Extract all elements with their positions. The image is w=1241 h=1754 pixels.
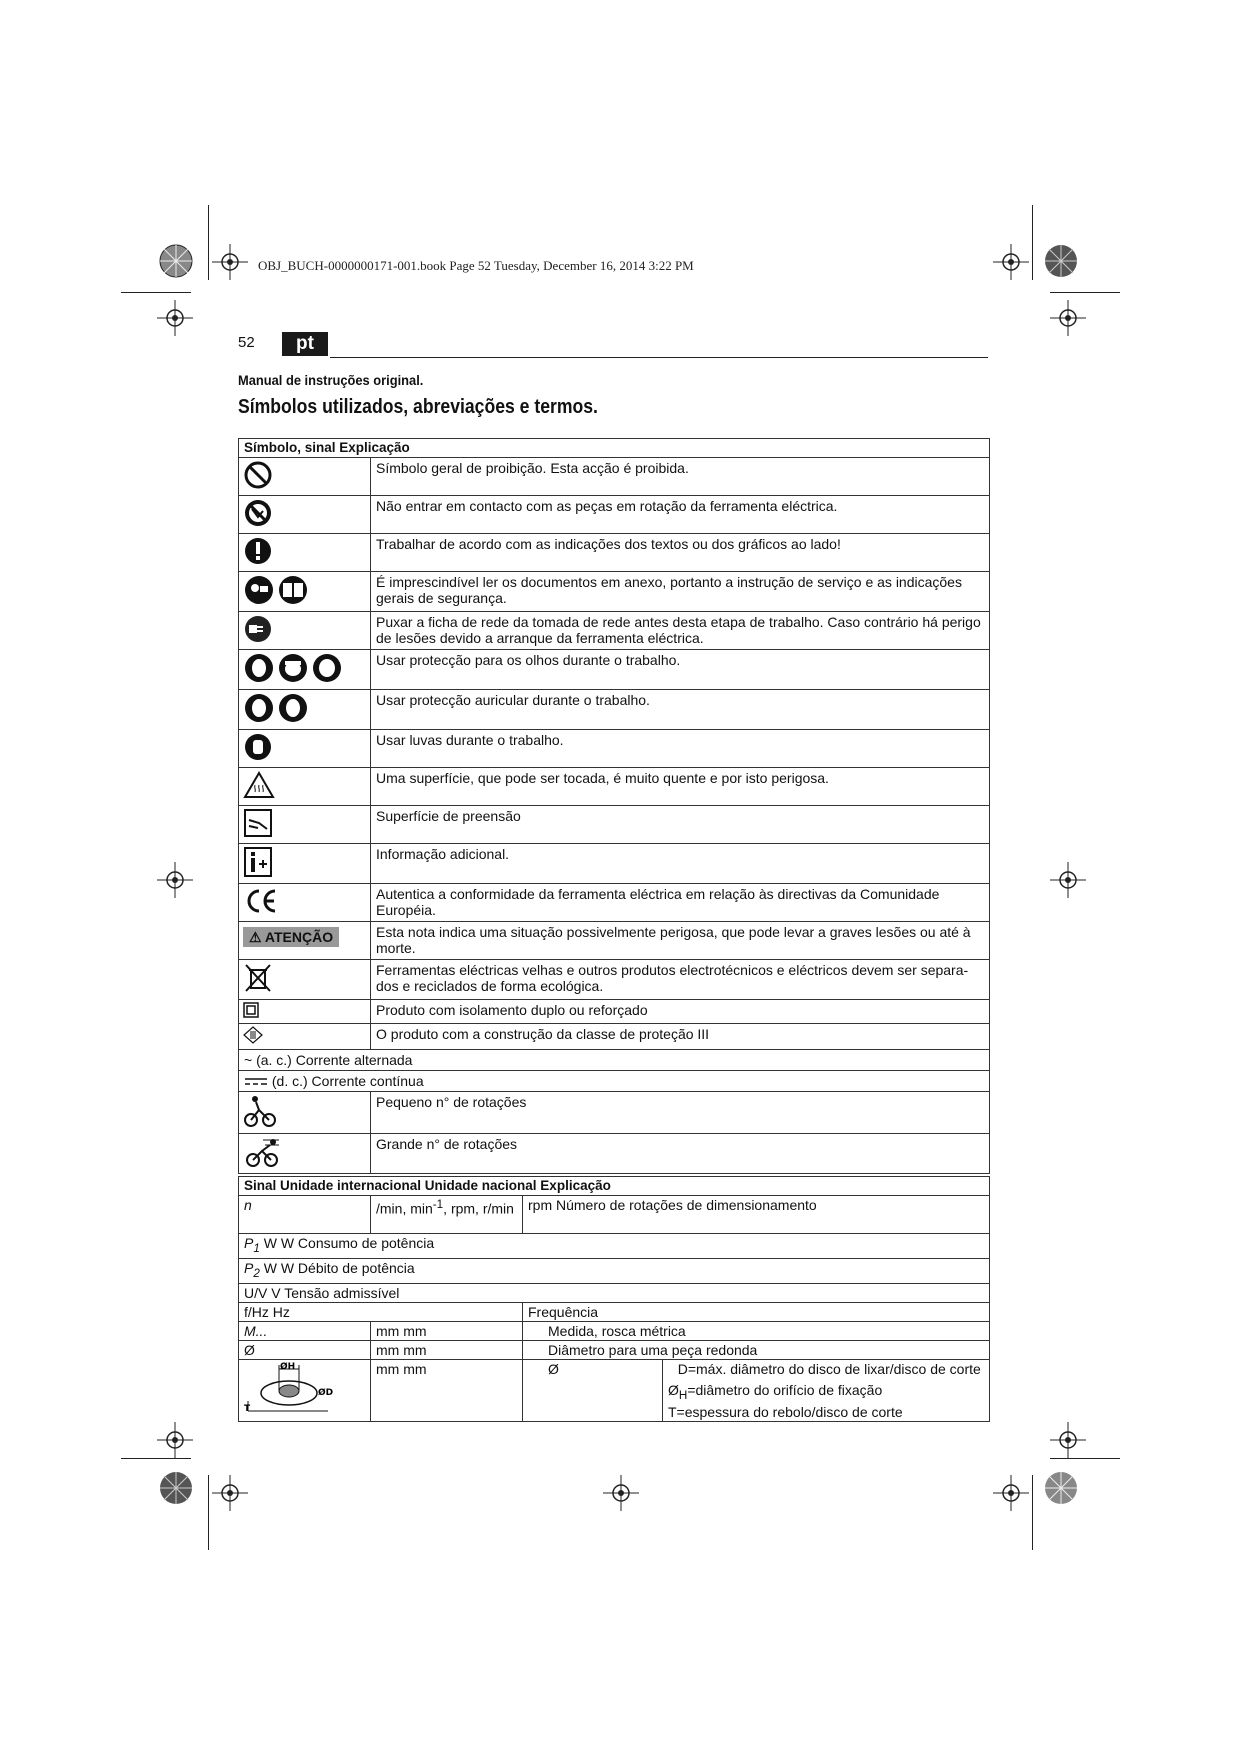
unit-subscript: 1 [253, 1241, 260, 1255]
table-row [239, 1234, 990, 1259]
symbol-explanation: Informação adicional. [371, 844, 990, 884]
prohibition-icon [243, 460, 273, 490]
warning-badge-icon: ⚠ ATENÇÃO [243, 927, 339, 947]
unit-sign: P [244, 1259, 254, 1276]
registration-mark-icon [158, 1470, 194, 1506]
table-row [239, 884, 990, 922]
table-row [239, 534, 990, 572]
unit-national: rpm Número de rotações de dimensionamento [523, 1196, 990, 1234]
unit-row-text: f/Hz Hz [239, 1302, 523, 1321]
svg-text:ØH: ØH [280, 1361, 296, 1372]
unit-international: mm mm [371, 1340, 523, 1359]
exclamation-icon [243, 536, 273, 566]
table-row [239, 1258, 990, 1283]
table-row [239, 806, 990, 844]
gloves-icon [243, 732, 273, 762]
class-iii-icon [243, 1026, 263, 1044]
table-row [239, 690, 990, 730]
unit-sign: n [239, 1196, 371, 1234]
unit-sign: Ø [239, 1340, 371, 1359]
hole-diameter-symbol: Ø [668, 1382, 679, 1399]
table-row [239, 768, 990, 806]
unit-international: mm mm [371, 1321, 523, 1340]
unit-explanation [668, 1361, 984, 1383]
hot-surface-icon [243, 770, 275, 800]
manual-label: Manual de instruções original. [238, 372, 424, 388]
svg-text:T: T [244, 1403, 251, 1414]
units-table [238, 1176, 990, 1422]
crosshair-icon [157, 862, 193, 898]
unit-subscript: 2 [253, 1266, 260, 1280]
crosshair-icon [1050, 862, 1086, 898]
table-row [239, 730, 990, 768]
table-row [239, 458, 990, 496]
table-row [239, 1000, 990, 1024]
symbol-explanation: Uma superfície, que pode ser tocada, é muito quente e por isto perigosa. [371, 768, 990, 806]
language-badge: pt [282, 332, 328, 356]
symbol-explanation: Puxar a ficha de rede da tomada de rede antes desta etapa de trabalho. Caso contrário há perigo de lesões devido a arranque da ferramenta eléctrica. [371, 612, 990, 650]
unit-row-text: W W Débito de potência [259, 1259, 415, 1276]
registration-mark-icon [1043, 243, 1079, 279]
table-row [239, 1071, 990, 1092]
double-insulation-icon [243, 1002, 259, 1018]
page-number: 52 [238, 334, 255, 351]
symbol-explanation: Usar luvas durante o trabalho. [371, 730, 990, 768]
header-rule [330, 357, 988, 358]
dc-icon [244, 1076, 268, 1086]
low-speed-bike-icon [243, 1094, 277, 1128]
grip-surface-icon [243, 808, 273, 838]
symbol-explanation: O produto com a construção da classe de proteção III [371, 1024, 990, 1050]
unit-international: mm mm [371, 1359, 523, 1422]
ear-protection-icon [243, 692, 309, 724]
ce-mark-icon [243, 886, 279, 916]
crosshair-icon [1050, 1422, 1086, 1458]
weee-bin-icon [243, 962, 273, 994]
table-row [239, 572, 990, 612]
unit-superscript: -1 [432, 1198, 444, 1211]
crosshair-icon [157, 300, 193, 336]
no-touch-rotating-icon [243, 498, 273, 528]
unit-national: Ø [523, 1359, 663, 1422]
high-speed-bike-icon [243, 1136, 283, 1168]
crosshair-icon [1050, 300, 1086, 336]
table-row [239, 1196, 990, 1234]
unplug-icon [243, 614, 273, 644]
crosshair-icon [993, 244, 1029, 280]
table-row [239, 960, 990, 1000]
table-row [239, 1340, 990, 1359]
symbol-explanation: É imprescindível ler os documentos em anexo, portanto a instrução de serviço e as indicações gerais de segurança. [371, 572, 990, 612]
crosshair-icon [212, 244, 248, 280]
unit-sign: P [244, 1235, 254, 1251]
unit-international: /min, min [376, 1200, 433, 1217]
symbol-explanation: Grande n° de rotações [371, 1134, 990, 1174]
section-title: Símbolos utilizados, abreviações e termos. [238, 396, 598, 418]
symbols-table [238, 438, 990, 1174]
unit-explanation: Frequência [523, 1302, 990, 1321]
unit-explanation: Diâmetro para uma peça redonda [523, 1340, 990, 1359]
table-row [239, 1134, 990, 1174]
symbol-explanation: Não entrar em contacto com as peças em rotação da ferramenta eléctrica. [371, 496, 990, 534]
table-row [239, 1321, 990, 1340]
table-row [239, 922, 990, 960]
table-row [239, 1050, 990, 1071]
table-row [239, 1359, 990, 1422]
symbol-explanation: Pequeno n° de rotações [371, 1092, 990, 1134]
symbol-explanation: Ferramentas eléctricas velhas e outros produtos electrotécnicos e eléctricos devem ser separa-dos e reciclados de forma ecológica. [371, 960, 990, 1000]
crosshair-icon [157, 1422, 193, 1458]
units-table-header: Sinal Unidade internacional Unidade nacional Explicação [239, 1177, 990, 1196]
symbol-explanation: ~ (a. c.) Corrente alternada [239, 1050, 990, 1071]
read-manual-icon [243, 574, 309, 606]
info-icon [243, 846, 273, 878]
table-row [239, 496, 990, 534]
symbols-table-header: Símbolo, sinal Explicação [239, 439, 990, 458]
table-row [239, 844, 990, 884]
symbol-explanation: Autentica a conformidade da ferramenta eléctrica em relação às directivas da Comunidade Européia. [371, 884, 990, 922]
table-row [239, 1302, 990, 1321]
table-row [239, 1092, 990, 1134]
crosshair-icon [993, 1475, 1029, 1511]
symbol-explanation: Esta nota indica uma situação possivelmente perigosa, que pode levar a graves lesões ou até à morte. [371, 922, 990, 960]
symbol-explanation: Símbolo geral de proibição. Esta acção é proibida. [371, 458, 990, 496]
table-row [239, 1283, 990, 1302]
symbol-explanation: Trabalhar de acordo com as indicações dos textos ou dos gráficos ao lado! [371, 534, 990, 572]
registration-mark-icon [158, 243, 194, 279]
hole-diameter-subscript: H [678, 1389, 688, 1403]
unit-row-text: W W Consumo de potência [259, 1235, 435, 1251]
unit-international-rest: , rpm, r/min [443, 1200, 514, 1217]
symbol-explanation: Produto com isolamento duplo ou reforçado [371, 1000, 990, 1024]
unit-explanation: Medida, rosca métrica [523, 1321, 990, 1340]
table-row [239, 650, 990, 690]
disc-diameter-text: D=máx. diâmetro do disco de lixar/disco de corte [677, 1360, 981, 1377]
eye-protection-icon [243, 652, 343, 684]
thickness-text: T=espessura do rebolo/disco de corte [668, 1404, 903, 1421]
table-row [239, 1024, 990, 1050]
crosshair-icon [212, 1475, 248, 1511]
symbol-explanation: Usar protecção auricular durante o trabalho. [371, 690, 990, 730]
symbol-explanation: Superfície de preensão [371, 806, 990, 844]
crosshair-icon [603, 1475, 639, 1511]
hole-diameter-text: =diâmetro do orifício de fixação [687, 1382, 883, 1399]
unit-row-text: U/V V Tensão admissível [239, 1283, 990, 1302]
unit-sign: M... [239, 1321, 371, 1340]
symbol-explanation: Usar protecção para os olhos durante o trabalho. [371, 650, 990, 690]
svg-text:ØD: ØD [318, 1387, 334, 1398]
symbol-explanation: (d. c.) Corrente contínua [271, 1073, 424, 1089]
warning-badge-label: ATENÇÃO [264, 929, 334, 945]
registration-mark-icon [1043, 1470, 1079, 1506]
table-row [239, 612, 990, 650]
book-header-line: OBJ_BUCH-0000000171-001.book Page 52 Tuesday, December 16, 2014 3:22 PM [258, 258, 694, 273]
disc-dimension-icon [244, 1361, 334, 1415]
